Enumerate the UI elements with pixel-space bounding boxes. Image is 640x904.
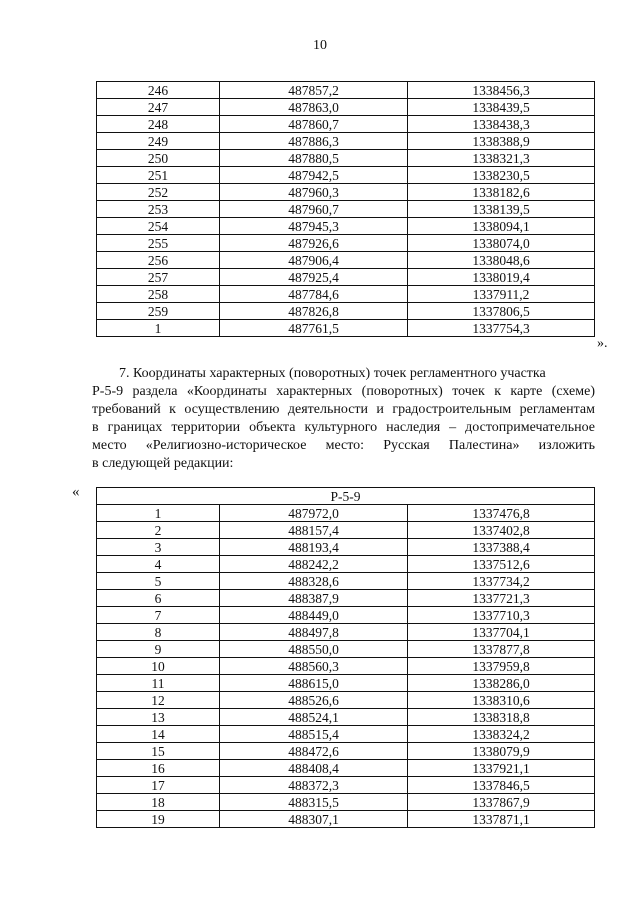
point-number-cell: 17 [97, 777, 220, 794]
point-number-cell: 14 [97, 726, 220, 743]
point-number-cell: 4 [97, 556, 220, 573]
y-coordinate-cell: 1337846,5 [408, 777, 595, 794]
point-number-cell: 5 [97, 573, 220, 590]
table-row [97, 607, 595, 624]
y-coordinate-cell: 1337754,3 [408, 320, 595, 337]
table-row [97, 760, 595, 777]
point-number-cell: 9 [97, 641, 220, 658]
point-number-cell: 1 [97, 505, 220, 522]
table-row [97, 794, 595, 811]
y-coordinate-cell: 1338438,3 [408, 116, 595, 133]
point-number-cell: 18 [97, 794, 220, 811]
x-coordinate-cell: 487925,4 [220, 269, 408, 286]
point-number-cell: 248 [97, 116, 220, 133]
x-coordinate-cell: 487784,6 [220, 286, 408, 303]
y-coordinate-cell: 1338182,6 [408, 184, 595, 201]
table-title-row [97, 488, 595, 505]
point-number-cell: 254 [97, 218, 220, 235]
x-coordinate-cell: 488307,1 [220, 811, 408, 828]
point-number-cell: 257 [97, 269, 220, 286]
x-coordinate-cell: 488387,9 [220, 590, 408, 607]
point-number-cell: 250 [97, 150, 220, 167]
y-coordinate-cell: 1338321,3 [408, 150, 595, 167]
y-coordinate-cell: 1337704,1 [408, 624, 595, 641]
x-coordinate-cell: 487945,3 [220, 218, 408, 235]
y-coordinate-cell: 1338094,1 [408, 218, 595, 235]
y-coordinate-cell: 1338074,0 [408, 235, 595, 252]
point-number-cell: 3 [97, 539, 220, 556]
table-title: Р-5-9 [97, 488, 595, 505]
y-coordinate-cell: 1337911,2 [408, 286, 595, 303]
point-number-cell: 252 [97, 184, 220, 201]
y-coordinate-cell: 1337867,9 [408, 794, 595, 811]
x-coordinate-cell: 487960,3 [220, 184, 408, 201]
table-row [97, 235, 595, 252]
y-coordinate-cell: 1337721,3 [408, 590, 595, 607]
x-coordinate-cell: 488560,3 [220, 658, 408, 675]
x-coordinate-cell: 488408,4 [220, 760, 408, 777]
x-coordinate-cell: 488328,6 [220, 573, 408, 590]
table-row [97, 573, 595, 590]
paragraph-line: в следующей редакции: [92, 456, 234, 471]
table-row [97, 743, 595, 760]
table-row [97, 116, 595, 133]
x-coordinate-cell: 488242,2 [220, 556, 408, 573]
x-coordinate-cell: 487926,6 [220, 235, 408, 252]
y-coordinate-cell: 1338456,3 [408, 82, 595, 99]
point-number-cell: 10 [97, 658, 220, 675]
y-coordinate-cell: 1338324,2 [408, 726, 595, 743]
point-number-cell: 13 [97, 709, 220, 726]
paragraph-line: место «Религиозно-историческое место: Русская Палестина» изложить [92, 438, 595, 453]
x-coordinate-cell: 487906,4 [220, 252, 408, 269]
table-row [97, 675, 595, 692]
point-number-cell: 7 [97, 607, 220, 624]
x-coordinate-cell: 488157,4 [220, 522, 408, 539]
y-coordinate-cell: 1338079,9 [408, 743, 595, 760]
paragraph-line: в границах территории объекта культурного наследия – достопримечательное [92, 420, 595, 435]
table-row [97, 777, 595, 794]
y-coordinate-cell: 1337877,8 [408, 641, 595, 658]
x-coordinate-cell: 487761,5 [220, 320, 408, 337]
table-row [97, 303, 595, 320]
y-coordinate-cell: 1338318,8 [408, 709, 595, 726]
point-number-cell: 2 [97, 522, 220, 539]
table-row [97, 590, 595, 607]
point-number-cell: 16 [97, 760, 220, 777]
y-coordinate-cell: 1338230,5 [408, 167, 595, 184]
table-row [97, 505, 595, 522]
table-row [97, 150, 595, 167]
coordinates-table-r-5-9 [96, 487, 595, 828]
page-number: 10 [313, 38, 327, 53]
table-row [97, 811, 595, 828]
table-row [97, 184, 595, 201]
point-number-cell: 12 [97, 692, 220, 709]
point-number-cell: 246 [97, 82, 220, 99]
x-coordinate-cell: 487972,0 [220, 505, 408, 522]
point-number-cell: 247 [97, 99, 220, 116]
y-coordinate-cell: 1337959,8 [408, 658, 595, 675]
table-row [97, 99, 595, 116]
table-row [97, 167, 595, 184]
y-coordinate-cell: 1338139,5 [408, 201, 595, 218]
x-coordinate-cell: 488497,8 [220, 624, 408, 641]
x-coordinate-cell: 487857,2 [220, 82, 408, 99]
table-row [97, 201, 595, 218]
point-number-cell: 251 [97, 167, 220, 184]
table-row [97, 539, 595, 556]
table-row [97, 133, 595, 150]
table-row [97, 556, 595, 573]
y-coordinate-cell: 1338439,5 [408, 99, 595, 116]
point-number-cell: 258 [97, 286, 220, 303]
x-coordinate-cell: 488524,1 [220, 709, 408, 726]
point-number-cell: 19 [97, 811, 220, 828]
y-coordinate-cell: 1337388,4 [408, 539, 595, 556]
table-row [97, 726, 595, 743]
point-number-cell: 1 [97, 320, 220, 337]
table-row [97, 658, 595, 675]
table-row [97, 641, 595, 658]
x-coordinate-cell: 487880,5 [220, 150, 408, 167]
y-coordinate-cell: 1337476,8 [408, 505, 595, 522]
y-coordinate-cell: 1337806,5 [408, 303, 595, 320]
point-number-cell: 256 [97, 252, 220, 269]
table-row [97, 624, 595, 641]
x-coordinate-cell: 488615,0 [220, 675, 408, 692]
y-coordinate-cell: 1337402,8 [408, 522, 595, 539]
x-coordinate-cell: 487960,7 [220, 201, 408, 218]
y-coordinate-cell: 1338048,6 [408, 252, 595, 269]
table-row [97, 320, 595, 337]
point-number-cell: 15 [97, 743, 220, 760]
x-coordinate-cell: 488550,0 [220, 641, 408, 658]
y-coordinate-cell: 1338019,4 [408, 269, 595, 286]
point-number-cell: 253 [97, 201, 220, 218]
x-coordinate-cell: 487826,8 [220, 303, 408, 320]
point-number-cell: 6 [97, 590, 220, 607]
point-number-cell: 255 [97, 235, 220, 252]
table-row [97, 269, 595, 286]
table-row [97, 252, 595, 269]
x-coordinate-cell: 488526,6 [220, 692, 408, 709]
paragraph-line: требований к осуществлению деятельности и градостроительным регламентам [92, 402, 595, 417]
point-number-cell: 249 [97, 133, 220, 150]
table-row [97, 709, 595, 726]
y-coordinate-cell: 1338388,9 [408, 133, 595, 150]
table-row [97, 286, 595, 303]
point-number-cell: 11 [97, 675, 220, 692]
table-row [97, 82, 595, 99]
paragraph-line: 7. Координаты характерных (поворотных) точек регламентного участка [119, 366, 546, 381]
table-row [97, 218, 595, 235]
point-number-cell: 259 [97, 303, 220, 320]
y-coordinate-cell: 1337512,6 [408, 556, 595, 573]
x-coordinate-cell: 488193,4 [220, 539, 408, 556]
x-coordinate-cell: 488472,6 [220, 743, 408, 760]
x-coordinate-cell: 488372,3 [220, 777, 408, 794]
x-coordinate-cell: 488315,5 [220, 794, 408, 811]
y-coordinate-cell: 1338286,0 [408, 675, 595, 692]
closing-quote: ». [597, 336, 608, 351]
x-coordinate-cell: 487860,7 [220, 116, 408, 133]
x-coordinate-cell: 487886,3 [220, 133, 408, 150]
paragraph-line: Р-5-9 раздела «Координаты характерных (поворотных) точек к карте (схеме) [92, 384, 595, 399]
table-row [97, 522, 595, 539]
x-coordinate-cell: 487863,0 [220, 99, 408, 116]
coordinates-table-continued [96, 81, 595, 337]
x-coordinate-cell: 488515,4 [220, 726, 408, 743]
amendment-paragraph [92, 365, 595, 473]
x-coordinate-cell: 488449,0 [220, 607, 408, 624]
y-coordinate-cell: 1337921,1 [408, 760, 595, 777]
opening-quote: « [72, 484, 80, 500]
point-number-cell: 8 [97, 624, 220, 641]
y-coordinate-cell: 1337734,2 [408, 573, 595, 590]
y-coordinate-cell: 1338310,6 [408, 692, 595, 709]
y-coordinate-cell: 1337710,3 [408, 607, 595, 624]
y-coordinate-cell: 1337871,1 [408, 811, 595, 828]
x-coordinate-cell: 487942,5 [220, 167, 408, 184]
table-row [97, 692, 595, 709]
